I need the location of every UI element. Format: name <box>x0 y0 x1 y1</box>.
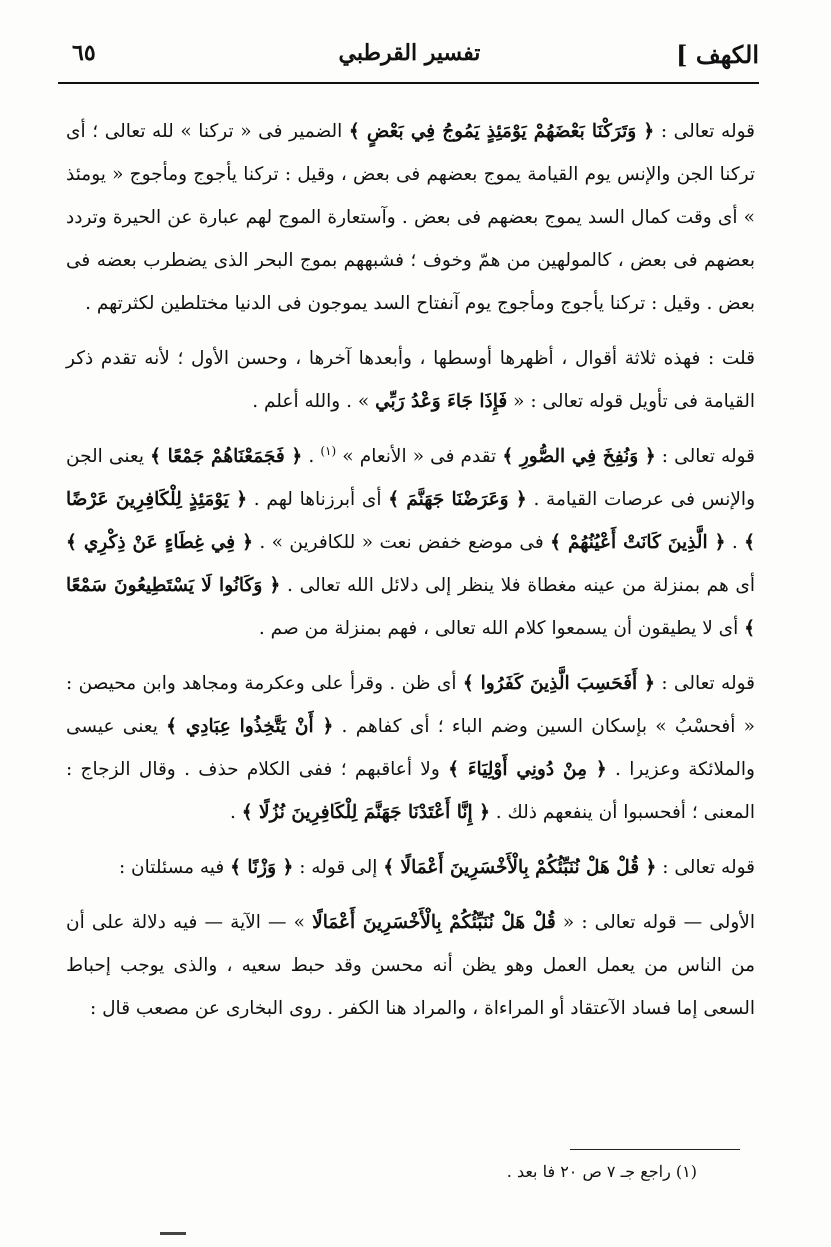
commentary-text: قوله تعالى : <box>654 673 755 694</box>
commentary-text: فيه مسئلتان : <box>118 857 231 878</box>
footnote-divider <box>570 1149 740 1150</box>
quran-verse: فَإِذَا جَاءَ وَعْدُ رَبِّي <box>375 391 508 412</box>
commentary-text: إلى قوله : <box>293 857 384 878</box>
quran-verse: ﴿ الَّذِينَ كَانَتْ أَعْيُنُهُمْ ﴾ <box>550 532 726 553</box>
quran-verse: ﴿ يَوْمَئِذٍ لِلْكَافِرِينَ عَرْضًا ﴾ <box>66 489 755 553</box>
quran-verse: ﴿ قُلْ هَلْ نُنَبِّئُكُمْ بِالْأَخْسَرِينَ أَعْمَالًا ﴾ <box>383 857 657 878</box>
commentary-text: الأولى — قوله تعالى : « <box>555 912 755 933</box>
page-body <box>66 110 755 1042</box>
quran-verse: ﴿ أَنْ يَتَّخِذُوا عِبَادِي ﴾ <box>166 716 334 737</box>
quran-verse: ﴿ إِنَّا أَعْتَدْنَا جَهَنَّمَ لِلْكَافِرِينَ نُزُلًا ﴾ <box>241 802 490 823</box>
commentary-text: أى أبرزناها لهم . <box>247 489 389 510</box>
commentary-text: تقدم فى « الأنعام » <box>336 446 503 467</box>
commentary-text: يعنى الجن والإنس فى عرصات القيامة . <box>66 446 756 510</box>
quran-verse: ﴿ وَكَانُوا لَا يَسْتَطِيعُونَ سَمْعًا ﴾ <box>66 575 755 639</box>
scan-artifact <box>160 1232 186 1235</box>
quran-verse: ﴿ وَعَرَضْنَا جَهَنَّمَ ﴾ <box>388 489 527 510</box>
commentary-text: قوله تعالى : <box>654 121 755 142</box>
commentary-text: يعنى عيسى والملائكة وعزيرا . <box>66 716 755 780</box>
commentary-text: أى ظن . وقرأ على وعكرمة ومجاهد وابن محيصن : « أفحسْبُ » بإسكان السين وضم الباء ؛ أى كفاهم . <box>66 673 755 737</box>
paragraph <box>66 846 755 889</box>
commentary-text: قوله تعالى : <box>656 857 755 878</box>
quran-verse: ﴿ فَجَمَعْنَاهُمْ جَمْعًا ﴾ <box>150 446 303 467</box>
book-title: تفسير القرطبي <box>338 40 481 66</box>
surah-name: الكهف ] <box>676 40 759 69</box>
commentary-text: » . والله أعلم . <box>252 391 376 412</box>
quran-verse: ﴿ أَفَحَسِبَ الَّذِينَ كَفَرُوا ﴾ <box>462 673 655 694</box>
paragraph <box>66 901 755 1030</box>
commentary-text: فى موضع خفض نعت « للكافرين » . <box>252 532 551 553</box>
quran-verse: ﴿ فِي غِطَاءٍ عَنْ ذِكْرِي ﴾ <box>66 532 253 553</box>
commentary-text: قلت : فهذه ثلاثة أقوال ، أظهرها أوسطها ، وأبعدها آخرها ، وحسن الأول ؛ لأنه تقدم ذكر القيامة فى تأويل قوله تعالى : « <box>66 348 755 412</box>
quran-verse: ﴿ وَنُفِخَ فِي الصُّورِ ﴾ <box>502 446 656 467</box>
quran-verse: ﴿ مِنْ دُونِي أَوْلِيَاءَ ﴾ <box>448 759 607 780</box>
commentary-text: أى لا يطيقون أن يسمعوا كلام الله تعالى ، فهم بمنزلة من صم . <box>258 618 745 639</box>
paragraph <box>66 110 755 325</box>
commentary-text: » — الآية — فيه دلالة على أن من الناس من يعمل العمل وهو يظن أنه محسن وقد حبط سعيه ، والذى يوجب إحباط السعى إما فساد الآعتقاد أو المراءاة ، والمراد هنا الكفر . روى البخارى عن مصعب قال : <box>66 912 755 1019</box>
quran-verse: قُلْ هَلْ نُنَبِّئُكُمْ بِالْأَخْسَرِينَ أَعْمَالًا <box>312 912 556 933</box>
commentary-text: . <box>725 532 745 553</box>
page-number: ٦٥ <box>72 40 96 66</box>
quran-verse: ﴿ وَزْنًا ﴾ <box>230 857 294 878</box>
commentary-text: قوله تعالى : <box>655 446 755 467</box>
footnote-reference: (١) <box>320 443 337 458</box>
header-divider <box>58 82 759 84</box>
paragraph <box>66 337 755 423</box>
running-header <box>60 36 759 80</box>
commentary-text: أى هم بمنزلة من عينه مغطاة فلا ينظر إلى دلائل الله تعالى . <box>280 575 755 596</box>
footnote: (١) راجع جـ ٧ ص ٢٠ فا بعد . <box>506 1162 697 1181</box>
quran-verse: ﴿ وَتَرَكْنَا بَعْضَهُمْ يَوْمَئِذٍ يَمُوجُ فِي بَعْضٍ ﴾ <box>348 121 655 142</box>
commentary-text: ولا أعاقبهم ؛ ففى الكلام حذف . وقال الزجاج : المعنى ؛ أفحسبوا أن ينفعهم ذلك . <box>66 759 755 823</box>
commentary-text: . <box>302 446 321 467</box>
paragraph <box>66 662 755 834</box>
paragraph <box>66 435 755 650</box>
commentary-text: الضمير فى « تركنا » لله تعالى ؛ أى تركنا الجن والإنس يوم القيامة يموج بعضهم فى بعض ، وقيل : تركنا يأجوج ومأجوج « يومئذ » أى وقت كمال السد يموج بعضهم فى بعض . وآستعارة الموج لهم عبارة عن الحيرة وتردد بعضهم فى بعض ، كالمولهين من همّ وخوف ؛ فشبههم بموج البحر الذى يضطرب بعضه فى بعض . وقيل : تركنا يأجوج ومأجوج يوم آنفتاح السد يموجون فى الدنيا مختلطين لكثرتهم . <box>66 121 755 314</box>
commentary-text: . <box>229 802 242 823</box>
